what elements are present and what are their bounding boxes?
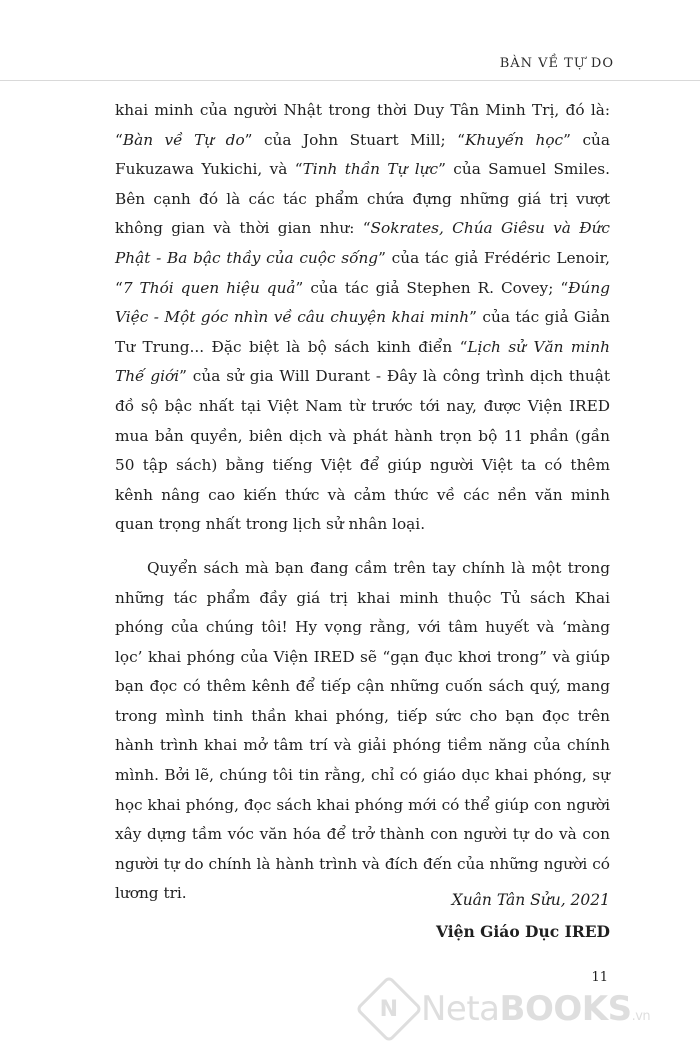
book-title-italic: Lịch sử Văn minh Thế giới (115, 337, 610, 386)
book-title-italic: Sokrates, Chúa Giêsu và Đức Phật - Ba bậc thầy của cuộc sống (115, 219, 610, 267)
signature-date: Xuân Tân Sửu, 2021 (451, 891, 610, 909)
text-segment: ” của John Stuart Mill; “ (244, 130, 465, 149)
text-segment: ” của sử gia Will Durant - Đây là công trình dịch thuật đồ sộ bậc nhất tại Việt Nam từ trước tới nay, được Viện IRED mua bản quyền, biên dịch và phát hành trọn bộ 11 phần (gần 50 tập sách) bằng tiếng Việt để giúp người Việt ta có thêm kênh nâng cao kiến thức và cảm thức về các nền văn minh quan trọng nhất trong lịch sử nhân loại. (115, 367, 610, 534)
netabooks-logo-icon (355, 975, 423, 1043)
book-title-italic: Đúng Việc - Một góc nhìn về câu chuyện khai minh (115, 278, 610, 327)
watermark-logo (365, 985, 650, 1033)
watermark-brand (421, 989, 650, 1029)
book-title-italic: Khuyến học (464, 130, 564, 149)
text-segment: ” của tác giả Stephen R. Covey; “ (295, 278, 569, 297)
logo-letter: N (379, 996, 399, 1022)
brand-regular: Neta (421, 989, 500, 1029)
running-header: BÀN VỀ TỰ DO (499, 56, 614, 71)
text-segment: ” của tác giả Frédéric Lenoir, “ (115, 248, 610, 297)
text-segment: khai minh của người Nhật trong thời Duy Tân Minh Trị, đó là: “ (115, 101, 610, 149)
book-title-italic: Tinh thần Tự lực (302, 160, 439, 179)
brand-bold: BOOKS (499, 989, 632, 1029)
text-segment: ” của Fukuzawa Yukichi, và “ (115, 130, 610, 179)
paragraph-1 (115, 96, 610, 540)
book-title-italic: 7 Thói quen hiệu quả (122, 278, 296, 297)
text-segment: ” của tác giả Giản Tư Trung... Đặc biệt là bộ sách kinh điển “ (115, 308, 610, 356)
text-segment: ” của Samuel Smiles. Bên cạnh đó là các tác phẩm chứa đựng những giá trị vượt không gian và thời gian như: “ (115, 160, 610, 238)
brand-suffix: .vn (631, 1009, 651, 1024)
signature-block (436, 884, 610, 948)
page-number: 11 (591, 970, 608, 985)
signature-organization: Viện Giáo Dục IRED (435, 922, 610, 941)
header-divider (0, 80, 700, 81)
book-title-italic: Bàn về Tự do (122, 130, 245, 149)
paragraph-2: Quyển sách mà bạn đang cầm trên tay chính là một trong những tác phẩm đầy giá trị khai minh thuộc Tủ sách Khai phóng của chúng tôi! Hy vọng rằng, với tâm huyết và ‘màng lọc’ khai phóng của Viện IRED sẽ “gạn đục khơi trong” và giúp bạn đọc có thêm kênh để tiếp cận những cuốn sách quý, mang trong mình tinh thần khai phóng, tiếp sức cho bạn đọc trên hành trình khai mở tâm trí và giải phóng tiềm năng của chính mình. Bởi lẽ, chúng tôi tin rằng, chỉ có giáo dục khai phóng, sự học khai phóng, đọc sách khai phóng mới có thể giúp con người xây dựng tầm vóc văn hóa để trở thành con người tự do và con người tự do chính là hành trình và đích đến của những người có lương tri. (115, 558, 610, 903)
body-text (115, 96, 610, 909)
